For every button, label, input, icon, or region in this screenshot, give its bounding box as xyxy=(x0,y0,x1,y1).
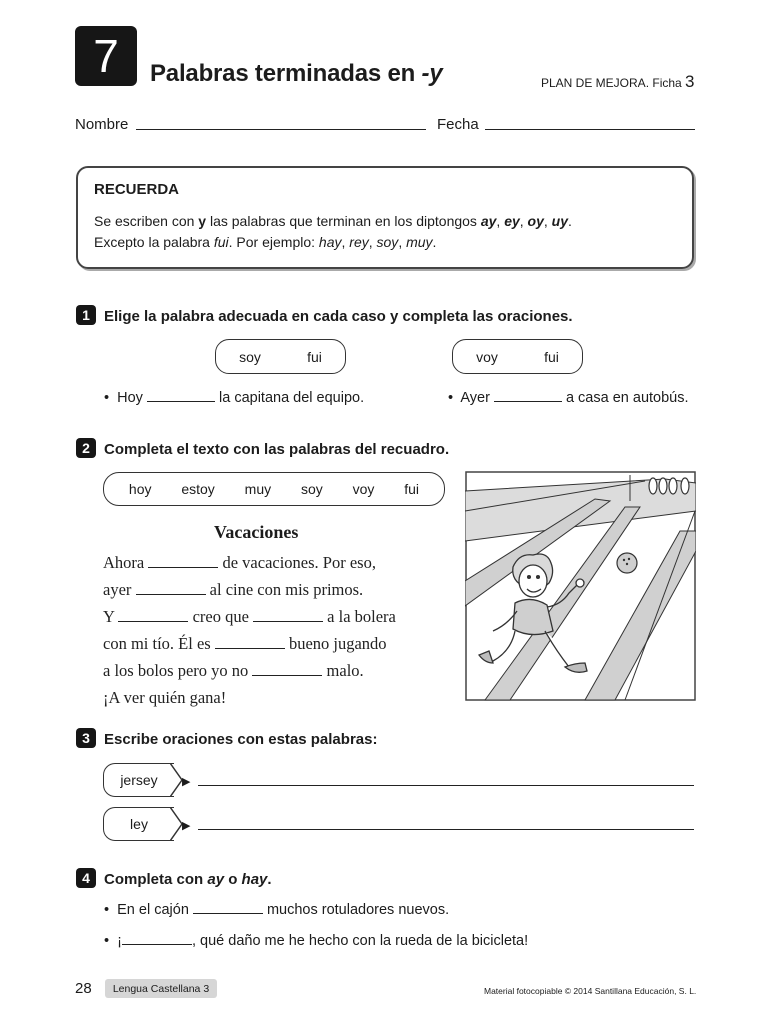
bowling-illustration xyxy=(465,471,696,701)
exercise-3-badge: 3 xyxy=(76,728,96,748)
name-label: Nombre xyxy=(75,116,129,133)
word-option: hoy xyxy=(128,481,152,497)
story-title: Vacaciones xyxy=(214,522,299,542)
ex1-sentence-1: • Hoy la capitana del equipo. xyxy=(104,390,365,406)
word-tag-jersey: jersey xyxy=(103,763,174,797)
recuerda-text xyxy=(94,211,572,253)
story-line-4: con mi tío. Él es bueno jugando xyxy=(103,634,387,653)
unit-number-box xyxy=(75,26,137,86)
recuerda-line-1: Se escriben con y las palabras que terminan en los diptongos ay, ey, oy, uy. xyxy=(94,213,572,229)
word-option: fui xyxy=(307,348,322,365)
story-line-5: a los bolos pero yo no malo. xyxy=(103,661,364,680)
exercise-4-badge: 4 xyxy=(76,868,96,888)
unit-number: 7 xyxy=(93,30,119,82)
ex4-sentence-2: • ¡ , qué daño me he hecho con la rueda de la bicicleta! xyxy=(104,933,529,949)
sentence-line-ley[interactable] xyxy=(198,829,694,830)
ex1-sentence-2: • Ayer a casa en autobús. xyxy=(448,390,689,406)
recuerda-line-2: Excepto la palabra fui. Por ejemplo: hay, rey, soy, muy. xyxy=(94,234,437,250)
arrow-icon: ▶ xyxy=(182,776,191,788)
word-option: muy xyxy=(244,481,272,497)
answer-blank[interactable] xyxy=(122,944,192,945)
word-option: voy xyxy=(476,348,498,365)
story-line-1: Ahora de vacaciones. Por eso, xyxy=(103,553,376,572)
date-field[interactable] xyxy=(485,129,695,130)
answer-blank[interactable] xyxy=(252,675,322,676)
exercise-2-badge: 2 xyxy=(76,438,96,458)
answer-blank[interactable] xyxy=(253,621,323,622)
answer-blank[interactable] xyxy=(118,621,188,622)
plan-number: 3 xyxy=(685,72,695,91)
exercise-3-instruction: Escribe oraciones con estas palabras: xyxy=(104,731,378,748)
exercise-1-badge: 1 xyxy=(76,305,96,325)
exercise-4-instruction: Completa con ay o hay. xyxy=(104,871,272,888)
word-bank xyxy=(103,472,445,506)
word-option: soy xyxy=(239,348,261,365)
book-label: Lengua Castellana 3 xyxy=(105,979,217,998)
word-option: voy xyxy=(352,481,375,497)
answer-blank[interactable] xyxy=(147,401,215,402)
answer-blank[interactable] xyxy=(193,913,263,914)
word-option: fui xyxy=(404,481,420,497)
ex4-sentence-1: • En el cajón muchos rotuladores nuevos. xyxy=(104,902,450,918)
copyright-note: Material fotocopiable © 2014 Santillana Educación, S. L. xyxy=(484,986,697,996)
word-box-1 xyxy=(215,339,346,374)
story-line-6: ¡A ver quién gana! xyxy=(103,688,227,707)
word-box-2 xyxy=(452,339,583,374)
exercise-2-instruction: Completa el texto con las palabras del recuadro. xyxy=(104,441,450,458)
page-title: Palabras terminadas en -y xyxy=(150,60,443,87)
exercise-1-instruction: Elige la palabra adecuada en cada caso y completa las oraciones. xyxy=(104,308,573,325)
page-number: 28 xyxy=(75,980,92,997)
arrow-icon: ▶ xyxy=(182,820,191,832)
word-option: estoy xyxy=(181,481,215,497)
date-label: Fecha xyxy=(437,116,479,133)
plan-label: PLAN DE MEJORA. Ficha 3 xyxy=(541,72,695,91)
name-field[interactable] xyxy=(136,129,426,130)
answer-blank[interactable] xyxy=(494,401,562,402)
story-line-3: Y creo que a la bolera xyxy=(103,607,396,626)
answer-blank[interactable] xyxy=(148,567,218,568)
sentence-line-jersey[interactable] xyxy=(198,785,694,786)
answer-blank[interactable] xyxy=(215,648,285,649)
story-line-2: ayer al cine con mis primos. xyxy=(103,580,364,599)
word-option: fui xyxy=(544,348,559,365)
word-option: soy xyxy=(300,481,323,497)
recuerda-title: RECUERDA xyxy=(94,181,180,198)
word-tag-ley: ley xyxy=(103,807,174,841)
answer-blank[interactable] xyxy=(136,594,206,595)
